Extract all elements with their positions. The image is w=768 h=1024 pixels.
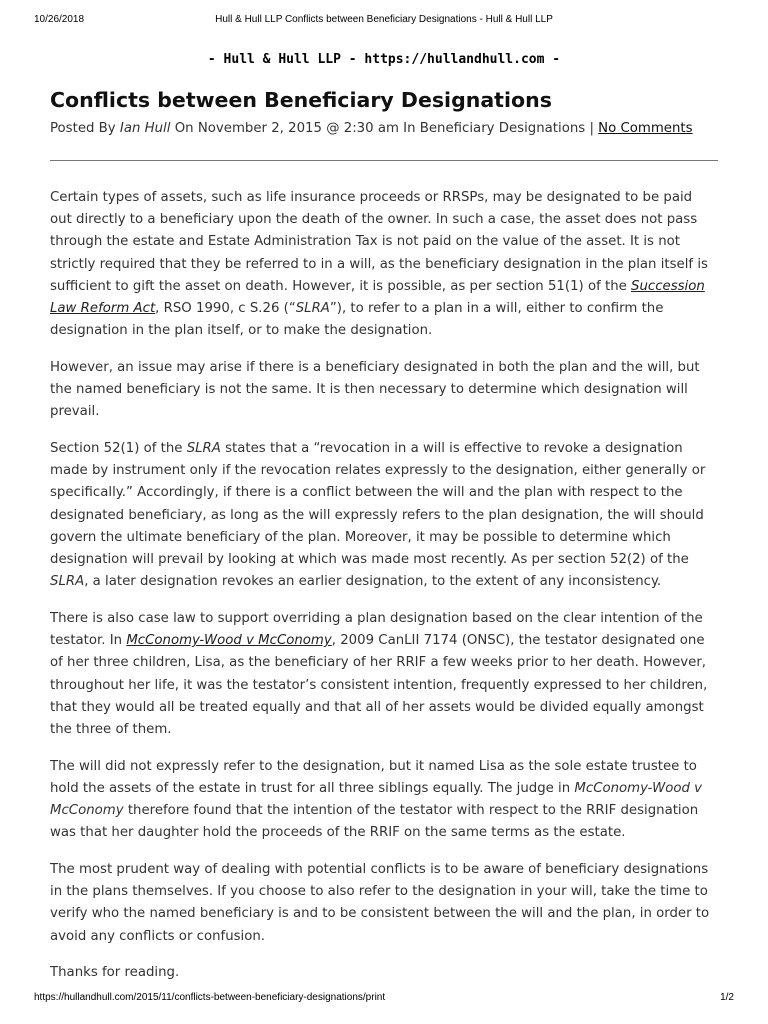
site-name-line: - Hull & Hull LLP - https://hullandhull.com -	[207, 52, 561, 67]
p4-text-b: , 2009 CanLII 7174 (ONSC), the testator designated one of her three children, Lisa, as the beneficiary of her RRIF a few weeks prior to her death. However, throughout her life, it was the testator’s consistent intention, frequently expressed to her children, that they would all be treated equally and that all of her assets would be divided equally amongst the three of them.	[50, 633, 708, 737]
on-label: On	[174, 121, 194, 136]
p5-text-b: therefore found that the intention of the testator with respect to the RRIF designation was that her daughter hold the proceeds of the RRIF on the same terms as the estate.	[50, 803, 699, 841]
succession-law-reform-act-link[interactable]: Succession Law Reform Act	[50, 278, 705, 317]
article	[50, 86, 718, 999]
p3-text-c: , a later designation revokes an earlier designation, to the extent of any inconsistency.	[84, 574, 662, 590]
print-date: 10/26/2018	[34, 14, 85, 25]
p1-slra: SLRA	[295, 301, 330, 317]
p3-slra-1: SLRA	[186, 441, 221, 457]
p1-text-b: , RSO 1990, c S.26 (“	[155, 301, 296, 317]
paragraph-2: However, an issue may arise if there is a beneficiary designated in both the plan and the will, but the named beneficiary is not the same. It is then necessary to determine which designation will prevail.	[50, 359, 700, 420]
meta-separator: |	[589, 121, 594, 136]
paragraph-6: The most prudent way of dealing with potential conflicts is to be aware of beneficiary designations in the plans themselves. If you choose to also refer to the designation in your will, take the time to verify who the named beneficiary is and to be consistent between the will and the plan, in order to avoid any conflicts or confusion.	[50, 861, 710, 944]
posted-by-label: Posted By	[50, 121, 116, 136]
paragraph-1	[50, 187, 718, 342]
comments-link[interactable]: No Comments	[598, 121, 693, 136]
author-name: Ian Hull	[119, 121, 171, 136]
header-divider	[50, 160, 718, 161]
p3-text-b: states that a “revocation in a will is effective to revoke a designation made by instrument only if the revocation relates expressly to the designation, either generally or specifically.” Accordingly, if there is a conflict between the will and the plan with respect to the designated beneficiary, as long as the will expressly refers to the plan designation, the will should govern the ultimate beneficiary of the plan. Moreover, it may be possible to determine which designation will prevail by looking at which was made most recently. As per section 52(2) of the	[50, 441, 706, 568]
mcconomy-case-link[interactable]: McConomy-Wood v McConomy	[126, 633, 332, 649]
print-page-title: Hull & Hull LLP Conflicts between Beneficiary Designations - Hull & Hull LLP	[215, 14, 553, 25]
paragraph-4	[50, 608, 718, 741]
post-meta	[50, 120, 718, 138]
p3-text-a: Section 52(1) of the	[50, 441, 187, 457]
paragraph-5	[50, 756, 718, 845]
paragraph-3	[50, 438, 718, 593]
article-body	[50, 187, 718, 985]
post-date: November 2, 2015 @ 2:30 am	[197, 121, 399, 136]
post-category: Beneficiary Designations	[419, 121, 586, 136]
page-number: 1/2	[720, 992, 734, 1003]
p1-text-c: ”), to refer to a plan in a will, either to confirm the designation in the plan itself, or to make the designation.	[50, 301, 664, 339]
print-url: https://hullandhull.com/2015/11/conflicts-between-beneficiary-designations/print	[34, 992, 386, 1003]
in-label: In	[403, 121, 416, 136]
p1-text-a: Certain types of assets, such as life insurance proceeds or RRSPs, may be designated to be paid out directly to a beneficiary upon the death of the owner. In such a case, the asset does not pass through the estate and Estate Administration Tax is not paid on the value of the asset. It is not strictly required that they be referred to in a will, as the beneficiary designation in the plan itself is sufficient to gift the asset on death. However, it is possible, as per section 51(1) of the	[50, 190, 708, 294]
p3-slra-2: SLRA	[50, 574, 85, 590]
p5-case-name: McConomy-Wood v McConomy	[50, 780, 703, 819]
p4-text-a: There is also case law to support overriding a plan designation based on the clear intention of the testator. In	[50, 610, 703, 649]
paragraph-7: Thanks for reading.	[50, 965, 180, 981]
p5-text-a: The will did not expressly refer to the designation, but it named Lisa as the sole estate trustee to hold the assets of the estate in trust for all three siblings equally. The judge in	[50, 758, 697, 796]
article-title: Conflicts between Beneficiary Designations	[50, 88, 552, 112]
